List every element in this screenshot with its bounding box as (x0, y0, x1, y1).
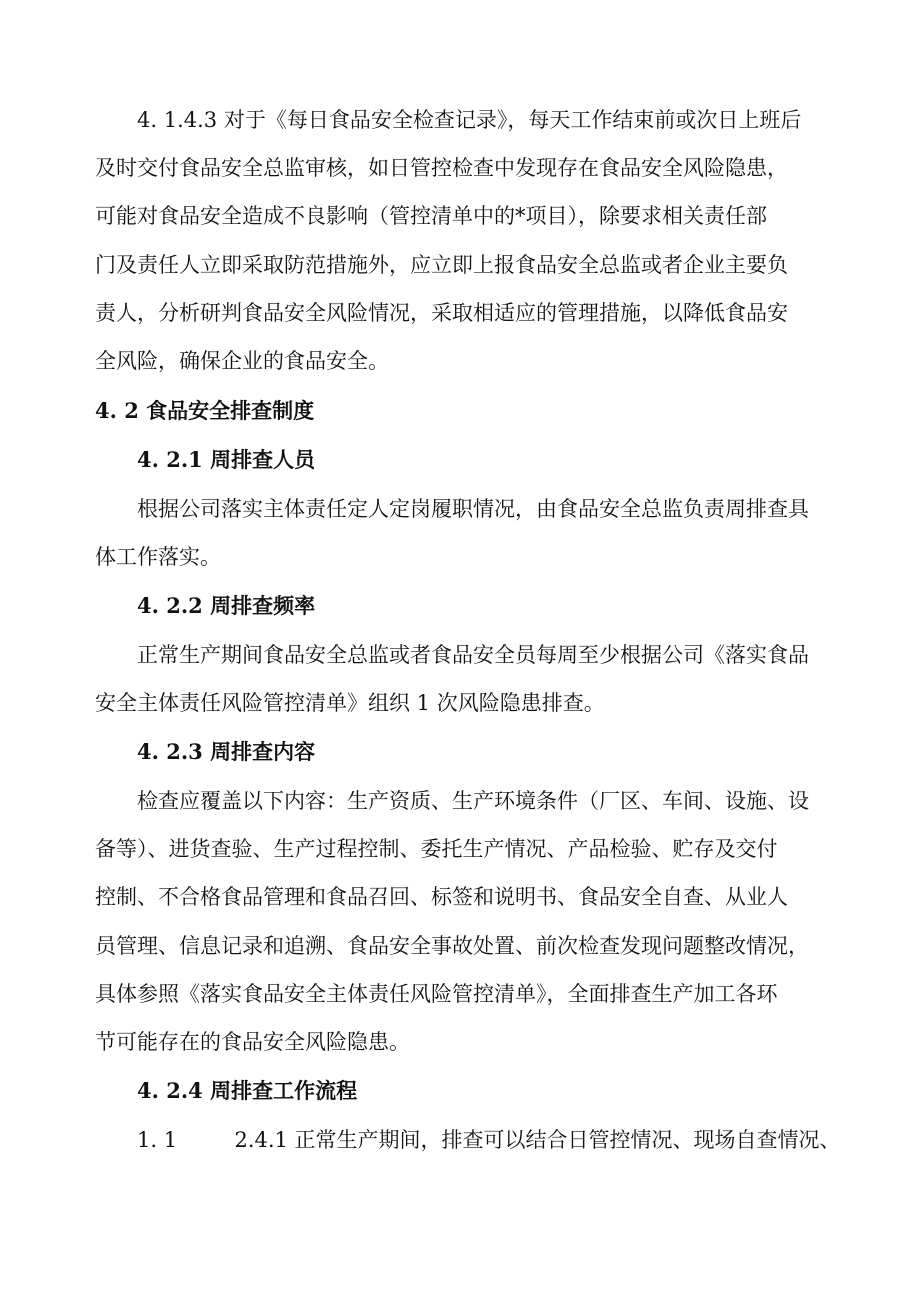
paragraph-1-line-4: 门及责任人立即采取防范措施外，应立即上报食品安全总监或者企业主要负 (95, 253, 788, 277)
section-4-2-2-title: 周排查频率 (210, 593, 316, 618)
section-4-2-number: 4. 2 (95, 398, 139, 423)
section-4-2-3-body-line-2: 备等）、进货查验、生产过程控制、委托生产情况、产品检验、贮存及交付 (95, 837, 778, 861)
section-4-2-3-title: 周排查内容 (210, 739, 316, 764)
section-4-2-3-body-line-3: 控制、不合格食品管理和食品召回、标签和说明书、食品安全自查、从业人 (95, 885, 788, 909)
section-4-2-title: 食品安全排查制度 (146, 398, 315, 423)
section-4-2-2-body-line-2: 安全主体责任风险管控清单》组织 1 次风险隐患排查。 (95, 691, 605, 715)
section-4-2-1-title: 周排查人员 (210, 447, 316, 472)
section-4-2-4-number: 4. 2.4 (137, 1078, 203, 1103)
section-4-2-2-heading (137, 592, 315, 620)
section-4-2-heading (95, 397, 314, 425)
section-4-2-1-heading (137, 446, 315, 474)
section-4-2-1-number: 4. 2.1 (137, 447, 203, 472)
section-4-2-2-number: 4. 2.2 (137, 593, 203, 618)
paragraph-1-line-6: 全风险，确保企业的食品安全。 (95, 349, 389, 373)
section-4-2-3-number: 4. 2.3 (137, 739, 203, 764)
section-4-2-1-body-line-2: 体工作落实。 (95, 545, 221, 569)
section-4-2-3-heading (137, 738, 315, 766)
section-4-2-4-title: 周排查工作流程 (210, 1078, 358, 1103)
paragraph-1-line-1: 4. 1.4.3 对于《每日食品安全检查记录》，每天工作结束前或次日上班后 (137, 108, 802, 132)
paragraph-1-line-2: 及时交付食品安全总监审核，如日管控检查中发现存在食品安全风险隐患， (95, 156, 788, 180)
section-4-2-4-heading (137, 1077, 357, 1105)
section-4-2-3-body-line-4: 员管理、信息记录和追溯、食品安全事故处置、前次检查发现问题整改情况， (95, 934, 809, 958)
section-4-2-3-body-line-6: 节可能存在的食品安全风险隐患。 (95, 1030, 410, 1054)
paragraph-1-line-5: 责人，分析研判食品安全风险情况，采取相适应的管理措施，以降低食品安 (95, 301, 788, 325)
section-4-2-2-body-line-1: 正常生产期间食品安全总监或者食品安全员每周至少根据公司《落实食品 (137, 643, 809, 667)
section-4-2-3-body-line-5: 具体参照《落实食品安全主体责任风险管控清单》，全面排查生产加工各环 (95, 982, 778, 1006)
item-1-1-line (137, 1126, 841, 1154)
item-1-1-number: 1. 1 (137, 1128, 178, 1152)
section-4-2-1-body-line-1: 根据公司落实主体责任定人定岗履职情况，由食品安全总监负责周排查具 (137, 497, 809, 521)
section-4-2-3-body-line-1: 检查应覆盖以下内容：生产资质、生产环境条件（厂区、车间、设施、设 (137, 789, 809, 813)
paragraph-1-line-3: 可能对食品安全造成不良影响（管控清单中的*项目），除要求相关责任部 (95, 204, 767, 228)
item-1-1-text: 2.4.1 正常生产期间，排查可以结合日管控情况、现场自查情况、 (234, 1128, 841, 1152)
